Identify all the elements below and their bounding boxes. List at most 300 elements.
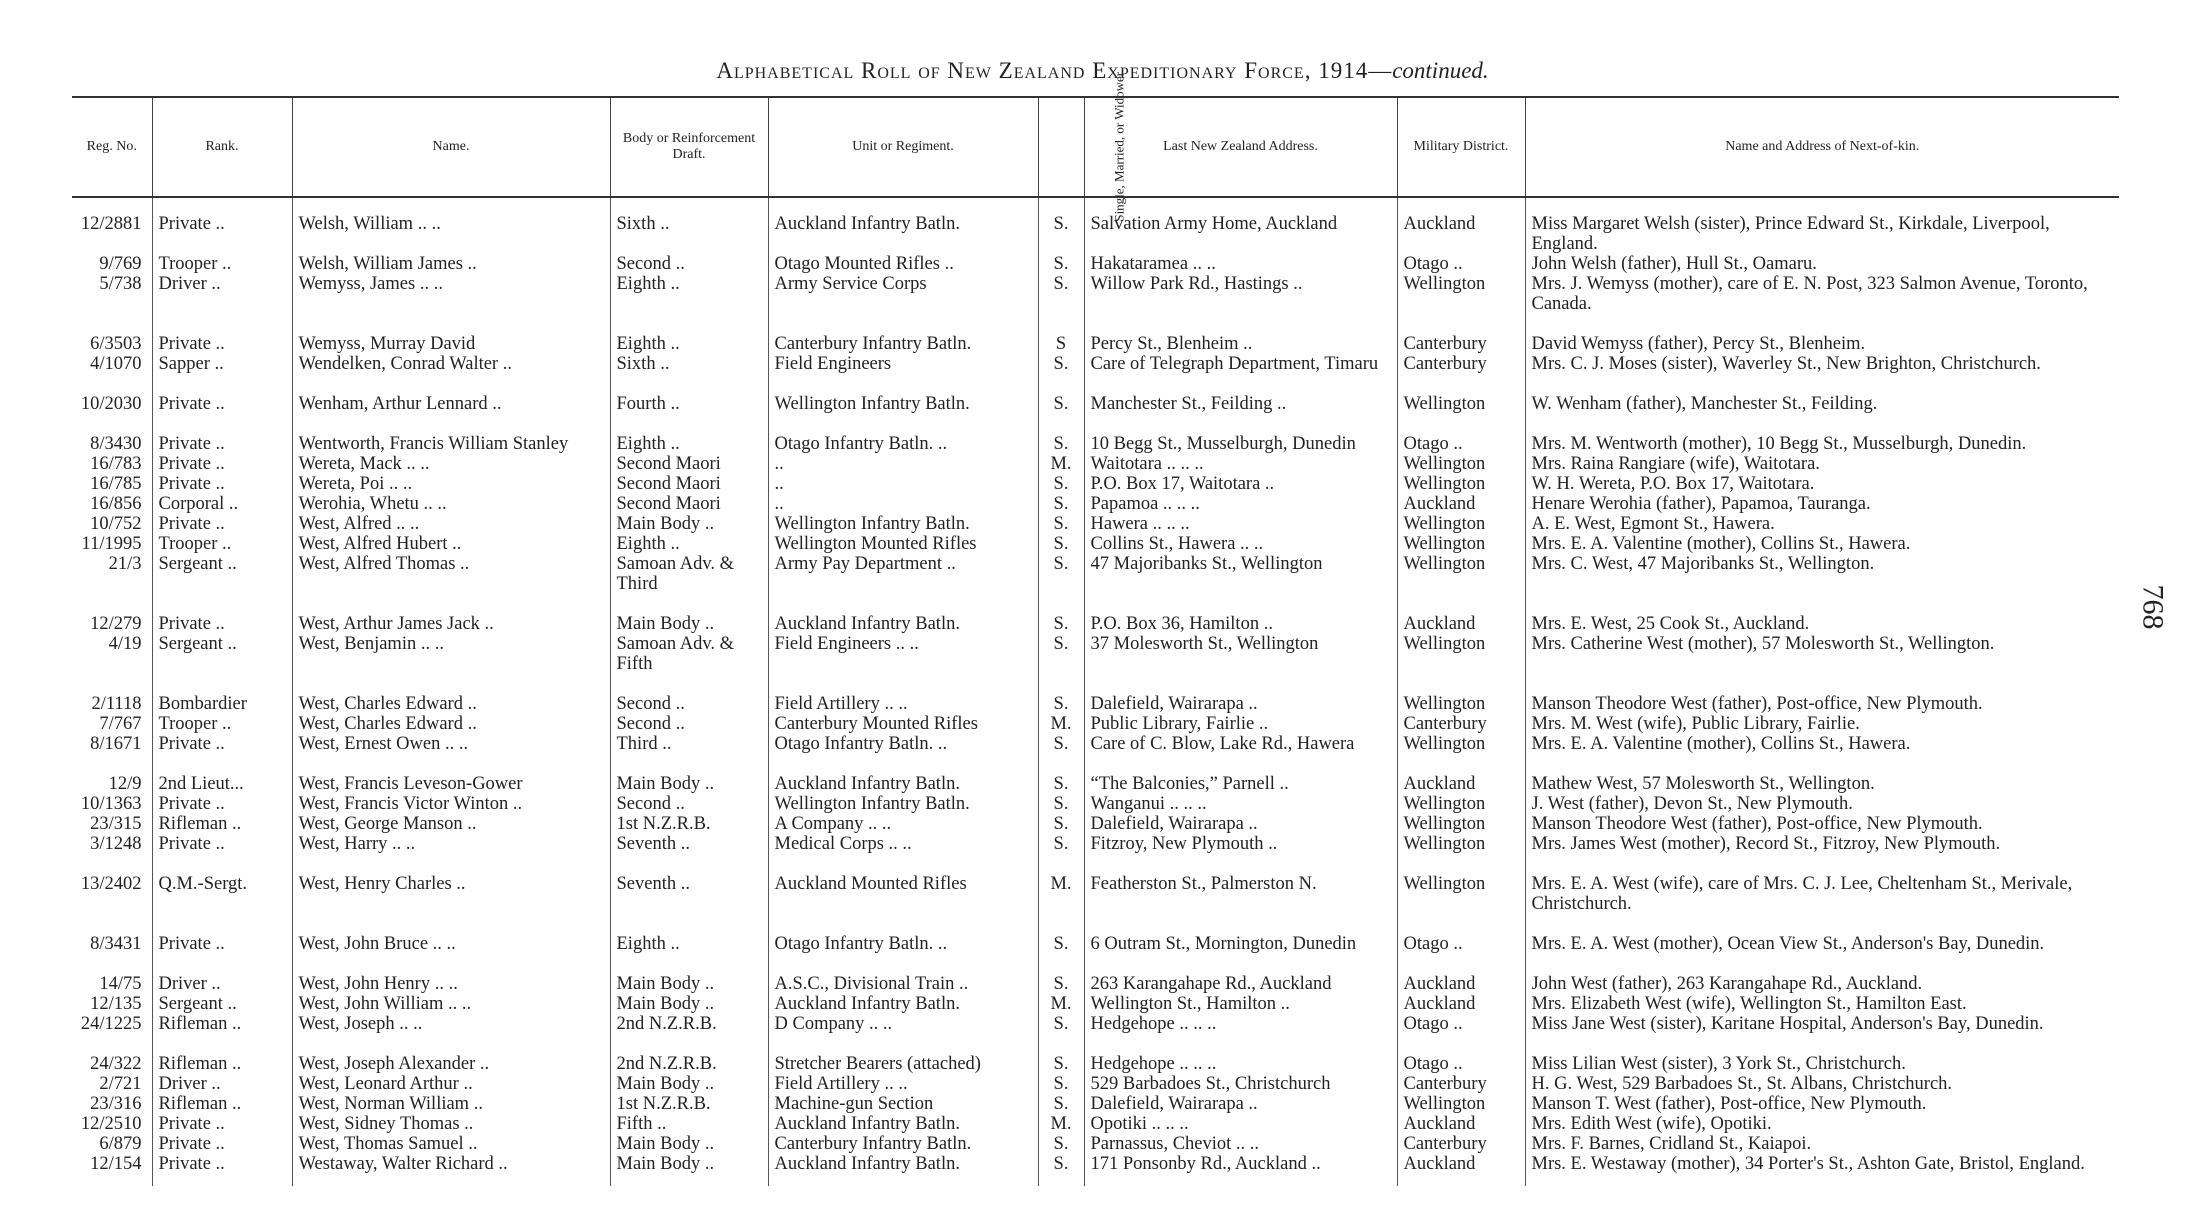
draft-cell: 2nd N.Z.R.B. bbox=[610, 1034, 768, 1074]
kin-cell: H. G. West, 529 Barbadoes St., St. Albans, Christchurch. bbox=[1525, 1074, 2119, 1094]
unit-cell: Machine-gun Section bbox=[768, 1094, 1038, 1114]
unit-cell: .. bbox=[768, 474, 1038, 494]
reg-no-cell: 8/1671 bbox=[90, 734, 142, 754]
draft-cell: Main Body .. bbox=[610, 1134, 768, 1154]
header-address: Last New Zealand Address. bbox=[1084, 97, 1397, 197]
district-cell: Canterbury bbox=[1397, 714, 1525, 734]
name-cell: Welsh, William James .. bbox=[292, 254, 610, 274]
kin-cell: John Welsh (father), Hull St., Oamaru. bbox=[1525, 254, 2119, 274]
status-cell: S. bbox=[1038, 1034, 1084, 1074]
name-cell: Werohia, Whetu .. .. bbox=[292, 494, 610, 514]
kin-cell: Mrs. C. J. Moses (sister), Waverley St., New Brighton, Christchurch. bbox=[1525, 354, 2119, 374]
draft-cell: 1st N.Z.R.B. bbox=[610, 1094, 768, 1114]
unit-cell: Medical Corps .. .. bbox=[768, 834, 1038, 854]
unit-cell: Field Artillery .. .. bbox=[768, 674, 1038, 714]
unit-cell: Wellington Infantry Batln. bbox=[768, 794, 1038, 814]
kin-cell: Mathew West, 57 Molesworth St., Wellington. bbox=[1525, 754, 2119, 794]
district-cell: Canterbury bbox=[1397, 1074, 1525, 1094]
status-cell: S. bbox=[1038, 554, 1084, 594]
rank-cell: Driver .. bbox=[152, 274, 292, 314]
header-rank: Rank. bbox=[152, 97, 292, 197]
unit-cell: Auckland Mounted Rifles bbox=[768, 854, 1038, 914]
draft-cell: Samoan Adv. & Third bbox=[610, 554, 768, 594]
table-row bbox=[72, 494, 2119, 514]
reg-no-cell: 16/785 bbox=[90, 474, 142, 494]
status-cell: M. bbox=[1038, 854, 1084, 914]
reg-no-cell: 4/19 bbox=[108, 634, 142, 654]
status-cell: S. bbox=[1038, 914, 1084, 954]
table-row bbox=[72, 374, 2119, 414]
district-cell: Wellington bbox=[1397, 834, 1525, 854]
name-cell: Wereta, Poi .. .. bbox=[292, 474, 610, 494]
district-cell: Otago .. bbox=[1397, 254, 1525, 274]
rank-cell: Rifleman .. bbox=[152, 1034, 292, 1074]
unit-cell: Army Pay Department .. bbox=[768, 554, 1038, 594]
kin-cell: Manson T. West (father), Post-office, New Plymouth. bbox=[1525, 1094, 2119, 1114]
status-cell: S. bbox=[1038, 1094, 1084, 1114]
reg-no-cell: 12/135 bbox=[90, 994, 142, 1014]
reg-no-cell: 13/2402 bbox=[80, 874, 142, 894]
kin-cell: Henare Werohia (father), Papamoa, Tauranga. bbox=[1525, 494, 2119, 514]
table-row bbox=[72, 954, 2119, 994]
reg-no-cell: 12/9 bbox=[108, 774, 142, 794]
table-row bbox=[72, 794, 2119, 814]
unit-cell: Auckland Infantry Batln. bbox=[768, 994, 1038, 1014]
status-cell: S. bbox=[1038, 814, 1084, 834]
unit-cell: Canterbury Mounted Rifles bbox=[768, 714, 1038, 734]
draft-cell: Seventh .. bbox=[610, 834, 768, 854]
unit-cell: Auckland Infantry Batln. bbox=[768, 754, 1038, 794]
district-cell: Wellington bbox=[1397, 734, 1525, 754]
status-cell: S. bbox=[1038, 374, 1084, 414]
draft-cell: Second .. bbox=[610, 254, 768, 274]
kin-cell: Mrs. Catherine West (mother), 57 Molesworth St., Wellington. bbox=[1525, 634, 2119, 674]
status-cell: S. bbox=[1038, 954, 1084, 994]
name-cell: West, Francis Leveson-Gower bbox=[292, 754, 610, 794]
kin-cell: Mrs. Edith West (wife), Opotiki. bbox=[1525, 1114, 2119, 1134]
reg-no-cell: 23/315 bbox=[90, 814, 142, 834]
table-row bbox=[72, 814, 2119, 834]
rank-cell: Private .. bbox=[152, 594, 292, 634]
district-cell: Canterbury bbox=[1397, 1134, 1525, 1154]
name-cell: Wereta, Mack .. .. bbox=[292, 454, 610, 474]
kin-cell: A. E. West, Egmont St., Hawera. bbox=[1525, 514, 2119, 534]
rank-cell: Sergeant .. bbox=[152, 634, 292, 674]
table-row bbox=[72, 1034, 2119, 1074]
draft-cell: Sixth .. bbox=[610, 197, 768, 254]
rank-cell: Sergeant .. bbox=[152, 554, 292, 594]
rank-cell: Rifleman .. bbox=[152, 1014, 292, 1034]
rank-cell: Sapper .. bbox=[152, 354, 292, 374]
kin-cell: Manson Theodore West (father), Post-office, New Plymouth. bbox=[1525, 814, 2119, 834]
rank-cell: Private .. bbox=[152, 414, 292, 454]
address-cell: Willow Park Rd., Hastings .. bbox=[1084, 274, 1397, 314]
table-row bbox=[72, 554, 2119, 594]
status-cell: S. bbox=[1038, 1074, 1084, 1094]
reg-no-cell: 16/856 bbox=[90, 494, 142, 514]
address-cell: Hakataramea .. .. bbox=[1084, 254, 1397, 274]
name-cell: West, Alfred Hubert .. bbox=[292, 534, 610, 554]
status-cell: S. bbox=[1038, 514, 1084, 534]
header-district: Military District. bbox=[1397, 97, 1525, 197]
rank-cell: Private .. bbox=[152, 1154, 292, 1186]
draft-cell: Samoan Adv. & Fifth bbox=[610, 634, 768, 674]
address-cell: P.O. Box 36, Hamilton .. bbox=[1084, 594, 1397, 634]
status-cell: S. bbox=[1038, 1014, 1084, 1034]
kin-cell: W. H. Wereta, P.O. Box 17, Waitotara. bbox=[1525, 474, 2119, 494]
name-cell: West, Charles Edward .. bbox=[292, 714, 610, 734]
table-row bbox=[72, 914, 2119, 954]
name-cell: West, John William .. .. bbox=[292, 994, 610, 1014]
name-cell: West, Francis Victor Winton .. bbox=[292, 794, 610, 814]
unit-cell: Otago Mounted Rifles .. bbox=[768, 254, 1038, 274]
table-row bbox=[72, 454, 2119, 474]
kin-cell: Mrs. M. Wentworth (mother), 10 Begg St., Musselburgh, Dunedin. bbox=[1525, 414, 2119, 454]
kin-cell: Manson Theodore West (father), Post-office, New Plymouth. bbox=[1525, 674, 2119, 714]
status-cell: S. bbox=[1038, 494, 1084, 514]
reg-no-cell: 12/279 bbox=[90, 614, 142, 634]
name-cell: West, John Henry .. .. bbox=[292, 954, 610, 994]
name-cell: Wenham, Arthur Lennard .. bbox=[292, 374, 610, 414]
kin-cell: Mrs. C. West, 47 Majoribanks St., Wellington. bbox=[1525, 554, 2119, 594]
address-cell: P.O. Box 17, Waitotara .. bbox=[1084, 474, 1397, 494]
reg-no-cell: 2/721 bbox=[99, 1074, 142, 1094]
title-main: Alphabetical Roll of New Zealand Expeditionary Force, 1914— bbox=[716, 58, 1393, 83]
rank-cell: Trooper .. bbox=[152, 714, 292, 734]
rank-cell: Private .. bbox=[152, 374, 292, 414]
table-row bbox=[72, 254, 2119, 274]
address-cell: Hedgehope .. .. .. bbox=[1084, 1034, 1397, 1074]
rank-cell: Rifleman .. bbox=[152, 1094, 292, 1114]
reg-no-cell: 16/783 bbox=[90, 454, 142, 474]
reg-no-cell: 21/3 bbox=[108, 554, 142, 574]
reg-no-cell: 10/2030 bbox=[80, 394, 142, 414]
draft-cell: Eighth .. bbox=[610, 914, 768, 954]
draft-cell: Eighth .. bbox=[610, 534, 768, 554]
unit-cell: Canterbury Infantry Batln. bbox=[768, 1134, 1038, 1154]
address-cell: 47 Majoribanks St., Wellington bbox=[1084, 554, 1397, 594]
status-cell: M. bbox=[1038, 714, 1084, 734]
kin-cell: Mrs. Elizabeth West (wife), Wellington St., Hamilton East. bbox=[1525, 994, 2119, 1014]
address-cell: 37 Molesworth St., Wellington bbox=[1084, 634, 1397, 674]
kin-cell: Mrs. F. Barnes, Cridland St., Kaiapoi. bbox=[1525, 1134, 2119, 1154]
unit-cell: Otago Infantry Batln. .. bbox=[768, 414, 1038, 454]
table-row bbox=[72, 1074, 2119, 1094]
name-cell: West, Thomas Samuel .. bbox=[292, 1134, 610, 1154]
kin-cell: Miss Jane West (sister), Karitane Hospital, Anderson's Bay, Dunedin. bbox=[1525, 1014, 2119, 1034]
name-cell: West, Joseph .. .. bbox=[292, 1014, 610, 1034]
reg-no-cell: 6/879 bbox=[99, 1134, 142, 1154]
district-cell: Wellington bbox=[1397, 1094, 1525, 1114]
table-row bbox=[72, 474, 2119, 494]
draft-cell: Eighth .. bbox=[610, 274, 768, 314]
reg-no-cell: 12/2881 bbox=[80, 214, 142, 234]
district-cell: Auckland bbox=[1397, 754, 1525, 794]
name-cell: Welsh, William .. .. bbox=[292, 197, 610, 254]
name-cell: West, Alfred Thomas .. bbox=[292, 554, 610, 594]
rank-cell: Trooper .. bbox=[152, 254, 292, 274]
table-row bbox=[72, 1014, 2119, 1034]
district-cell: Otago .. bbox=[1397, 1034, 1525, 1074]
reg-no-cell: 2/1118 bbox=[91, 694, 142, 714]
rank-cell: Private .. bbox=[152, 834, 292, 854]
header-draft: Body or Reinforcement Draft. bbox=[610, 97, 768, 197]
status-cell: S. bbox=[1038, 534, 1084, 554]
name-cell: West, John Bruce .. .. bbox=[292, 914, 610, 954]
draft-cell: 2nd N.Z.R.B. bbox=[610, 1014, 768, 1034]
name-cell: Wemyss, Murray David bbox=[292, 314, 610, 354]
address-cell: Salvation Army Home, Auckland bbox=[1084, 197, 1397, 254]
district-cell: Otago .. bbox=[1397, 914, 1525, 954]
rank-cell: 2nd Lieut... bbox=[152, 754, 292, 794]
draft-cell: Second Maori bbox=[610, 474, 768, 494]
address-cell: 529 Barbadoes St., Christchurch bbox=[1084, 1074, 1397, 1094]
draft-cell: Eighth .. bbox=[610, 314, 768, 354]
table-row bbox=[72, 634, 2119, 674]
reg-no-cell: 8/3430 bbox=[90, 434, 142, 454]
unit-cell: A.S.C., Divisional Train .. bbox=[768, 954, 1038, 994]
address-cell: Hawera .. .. .. bbox=[1084, 514, 1397, 534]
rank-cell: Private .. bbox=[152, 794, 292, 814]
table-row bbox=[72, 354, 2119, 374]
address-cell: Papamoa .. .. .. bbox=[1084, 494, 1397, 514]
unit-cell: Otago Infantry Batln. .. bbox=[768, 914, 1038, 954]
rank-cell: Private .. bbox=[152, 197, 292, 254]
name-cell: Wendelken, Conrad Walter .. bbox=[292, 354, 610, 374]
rank-cell: Private .. bbox=[152, 914, 292, 954]
address-cell: 6 Outram St., Mornington, Dunedin bbox=[1084, 914, 1397, 954]
address-cell: Dalefield, Wairarapa .. bbox=[1084, 814, 1397, 834]
draft-cell: Second .. bbox=[610, 714, 768, 734]
district-cell: Auckland bbox=[1397, 197, 1525, 254]
address-cell: Parnassus, Cheviot .. .. bbox=[1084, 1134, 1397, 1154]
district-cell: Wellington bbox=[1397, 514, 1525, 534]
header-name: Name. bbox=[292, 97, 610, 197]
kin-cell: Miss Margaret Welsh (sister), Prince Edward St., Kirkdale, Liverpool, England. bbox=[1525, 197, 2119, 254]
status-cell: S. bbox=[1038, 1154, 1084, 1186]
address-cell: Collins St., Hawera .. .. bbox=[1084, 534, 1397, 554]
status-cell: S. bbox=[1038, 1134, 1084, 1154]
table-row bbox=[72, 514, 2119, 534]
draft-cell: Seventh .. bbox=[610, 854, 768, 914]
name-cell: Wentworth, Francis William Stanley bbox=[292, 414, 610, 454]
unit-cell: Wellington Infantry Batln. bbox=[768, 374, 1038, 414]
reg-no-cell: 23/316 bbox=[90, 1094, 142, 1114]
kin-cell: Mrs. E. A. Valentine (mother), Collins St., Hawera. bbox=[1525, 734, 2119, 754]
table-row bbox=[72, 854, 2119, 914]
kin-cell: J. West (father), Devon St., New Plymouth. bbox=[1525, 794, 2119, 814]
unit-cell: Stretcher Bearers (attached) bbox=[768, 1034, 1038, 1074]
reg-no-cell: 3/1248 bbox=[90, 834, 142, 854]
header-unit: Unit or Regiment. bbox=[768, 97, 1038, 197]
address-cell: Care of C. Blow, Lake Rd., Hawera bbox=[1084, 734, 1397, 754]
unit-cell: Field Artillery .. .. bbox=[768, 1074, 1038, 1094]
reg-no-cell: 24/1225 bbox=[80, 1014, 142, 1034]
draft-cell: Sixth .. bbox=[610, 354, 768, 374]
address-cell: Featherston St., Palmerston N. bbox=[1084, 854, 1397, 914]
draft-cell: Second Maori bbox=[610, 494, 768, 514]
table-row bbox=[72, 754, 2119, 794]
rank-cell: Bombardier bbox=[152, 674, 292, 714]
address-cell: Opotiki .. .. .. bbox=[1084, 1114, 1397, 1134]
district-cell: Auckland bbox=[1397, 1154, 1525, 1186]
table-row bbox=[72, 414, 2119, 454]
status-cell: S. bbox=[1038, 754, 1084, 794]
kin-cell: Miss Lilian West (sister), 3 York St., Christchurch. bbox=[1525, 1034, 2119, 1074]
district-cell: Auckland bbox=[1397, 594, 1525, 634]
address-cell: 171 Ponsonby Rd., Auckland .. bbox=[1084, 1154, 1397, 1186]
rank-cell: Private .. bbox=[152, 474, 292, 494]
draft-cell: Main Body .. bbox=[610, 514, 768, 534]
unit-cell: .. bbox=[768, 454, 1038, 474]
reg-no-cell: 7/767 bbox=[99, 714, 142, 734]
table-row bbox=[72, 314, 2119, 354]
rank-cell: Private .. bbox=[152, 454, 292, 474]
name-cell: West, Alfred .. .. bbox=[292, 514, 610, 534]
district-cell: Wellington bbox=[1397, 474, 1525, 494]
table-row bbox=[72, 734, 2119, 754]
status-cell: S. bbox=[1038, 474, 1084, 494]
table-row bbox=[72, 534, 2119, 554]
kin-cell: Mrs. M. West (wife), Public Library, Fairlie. bbox=[1525, 714, 2119, 734]
district-cell: Wellington bbox=[1397, 274, 1525, 314]
page-number: 768 bbox=[2136, 584, 2170, 630]
status-cell: S. bbox=[1038, 794, 1084, 814]
district-cell: Wellington bbox=[1397, 814, 1525, 834]
status-cell: S. bbox=[1038, 734, 1084, 754]
reg-no-cell: 5/738 bbox=[99, 274, 142, 294]
rank-cell: Sergeant .. bbox=[152, 994, 292, 1014]
address-cell: Waitotara .. .. .. bbox=[1084, 454, 1397, 474]
name-cell: West, George Manson .. bbox=[292, 814, 610, 834]
table-row bbox=[72, 1134, 2119, 1154]
kin-cell: Mrs. E. A. Valentine (mother), Collins St., Hawera. bbox=[1525, 534, 2119, 554]
draft-cell: Second .. bbox=[610, 674, 768, 714]
address-cell: Wanganui .. .. .. bbox=[1084, 794, 1397, 814]
draft-cell: Main Body .. bbox=[610, 594, 768, 634]
name-cell: West, Arthur James Jack .. bbox=[292, 594, 610, 634]
name-cell: West, Joseph Alexander .. bbox=[292, 1034, 610, 1074]
district-cell: Auckland bbox=[1397, 494, 1525, 514]
address-cell: Wellington St., Hamilton .. bbox=[1084, 994, 1397, 1014]
address-cell: “The Balconies,” Parnell .. bbox=[1084, 754, 1397, 794]
header-reg-no: Reg. No. bbox=[72, 97, 152, 197]
status-cell: S. bbox=[1038, 674, 1084, 714]
table-row bbox=[72, 197, 2119, 254]
unit-cell: Canterbury Infantry Batln. bbox=[768, 314, 1038, 354]
address-cell: Care of Telegraph Department, Timaru bbox=[1084, 354, 1397, 374]
name-cell: West, Harry .. .. bbox=[292, 834, 610, 854]
district-cell: Wellington bbox=[1397, 554, 1525, 594]
draft-cell: Main Body .. bbox=[610, 1154, 768, 1186]
header-kin: Name and Address of Next-of-kin. bbox=[1525, 97, 2119, 197]
kin-cell: W. Wenham (father), Manchester St., Feilding. bbox=[1525, 374, 2119, 414]
status-cell: S. bbox=[1038, 354, 1084, 374]
address-cell: Percy St., Blenheim .. bbox=[1084, 314, 1397, 354]
reg-no-cell: 6/3503 bbox=[90, 334, 142, 354]
kin-cell: Mrs. E. West, 25 Cook St., Auckland. bbox=[1525, 594, 2119, 634]
rank-cell: Private .. bbox=[152, 1134, 292, 1154]
table-row bbox=[72, 1114, 2119, 1134]
kin-cell: Mrs. E. A. West (wife), care of Mrs. C. J. Lee, Cheltenham St., Merivale, Christchurch. bbox=[1525, 854, 2119, 914]
draft-cell: Fifth .. bbox=[610, 1114, 768, 1134]
draft-cell: Main Body .. bbox=[610, 754, 768, 794]
reg-no-cell: 10/1363 bbox=[80, 794, 142, 814]
table-row bbox=[72, 1094, 2119, 1114]
table-row bbox=[72, 1154, 2119, 1186]
district-cell: Wellington bbox=[1397, 674, 1525, 714]
district-cell: Wellington bbox=[1397, 794, 1525, 814]
table-row bbox=[72, 674, 2119, 714]
unit-cell: Auckland Infantry Batln. bbox=[768, 1154, 1038, 1186]
header-status bbox=[1038, 69, 1127, 222]
name-cell: West, Sidney Thomas .. bbox=[292, 1114, 610, 1134]
reg-no-cell: 10/752 bbox=[90, 514, 142, 534]
address-cell: 10 Begg St., Musselburgh, Dunedin bbox=[1084, 414, 1397, 454]
header-row bbox=[72, 97, 2119, 197]
rank-cell: Private .. bbox=[152, 514, 292, 534]
unit-cell: Otago Infantry Batln. .. bbox=[768, 734, 1038, 754]
draft-cell: Eighth .. bbox=[610, 414, 768, 454]
district-cell: Wellington bbox=[1397, 634, 1525, 674]
kin-cell: John West (father), 263 Karangahape Rd., Auckland. bbox=[1525, 954, 2119, 994]
draft-cell: Main Body .. bbox=[610, 1074, 768, 1094]
title-tail: continued. bbox=[1392, 58, 1489, 83]
district-cell: Auckland bbox=[1397, 954, 1525, 994]
reg-no-cell: 8/3431 bbox=[90, 934, 142, 954]
draft-cell: Second Maori bbox=[610, 454, 768, 474]
status-cell: S. bbox=[1038, 834, 1084, 854]
reg-no-cell: 12/154 bbox=[90, 1154, 142, 1174]
unit-cell: Wellington Infantry Batln. bbox=[768, 514, 1038, 534]
status-cell: S. bbox=[1038, 634, 1084, 674]
draft-cell: Third .. bbox=[610, 734, 768, 754]
reg-no-cell: 4/1070 bbox=[90, 354, 142, 374]
header-status-label: Single, Married, or Widower. bbox=[1111, 69, 1127, 222]
kin-cell: Mrs. J. Wemyss (mother), care of E. N. Post, 323 Salmon Avenue, Toronto, Canada. bbox=[1525, 274, 2119, 314]
address-cell: Manchester St., Feilding .. bbox=[1084, 374, 1397, 414]
page-title bbox=[0, 58, 2205, 84]
unit-cell: A Company .. .. bbox=[768, 814, 1038, 834]
name-cell: West, Benjamin .. .. bbox=[292, 634, 610, 674]
district-cell: Otago .. bbox=[1397, 414, 1525, 454]
district-cell: Wellington bbox=[1397, 454, 1525, 474]
name-cell: Westaway, Walter Richard .. bbox=[292, 1154, 610, 1186]
table-row bbox=[72, 274, 2119, 314]
status-cell: S. bbox=[1038, 414, 1084, 454]
address-cell: 263 Karangahape Rd., Auckland bbox=[1084, 954, 1397, 994]
table-row bbox=[72, 994, 2119, 1014]
rank-cell: Private .. bbox=[152, 734, 292, 754]
district-cell: Wellington bbox=[1397, 374, 1525, 414]
district-cell: Wellington bbox=[1397, 534, 1525, 554]
district-cell: Canterbury bbox=[1397, 314, 1525, 354]
kin-cell: Mrs. Raina Rangiare (wife), Waitotara. bbox=[1525, 454, 2119, 474]
unit-cell: Wellington Mounted Rifles bbox=[768, 534, 1038, 554]
unit-cell: .. bbox=[768, 494, 1038, 514]
reg-no-cell: 9/769 bbox=[99, 254, 142, 274]
name-cell: Wemyss, James .. .. bbox=[292, 274, 610, 314]
district-cell: Wellington bbox=[1397, 854, 1525, 914]
rank-cell: Trooper .. bbox=[152, 534, 292, 554]
unit-cell: D Company .. .. bbox=[768, 1014, 1038, 1034]
kin-cell: Mrs. E. A. West (mother), Ocean View St., Anderson's Bay, Dunedin. bbox=[1525, 914, 2119, 954]
rank-cell: Rifleman .. bbox=[152, 814, 292, 834]
address-cell: Public Library, Fairlie .. bbox=[1084, 714, 1397, 734]
status-cell: S. bbox=[1038, 254, 1084, 274]
address-cell: Fitzroy, New Plymouth .. bbox=[1084, 834, 1397, 854]
unit-cell: Auckland Infantry Batln. bbox=[768, 1114, 1038, 1134]
